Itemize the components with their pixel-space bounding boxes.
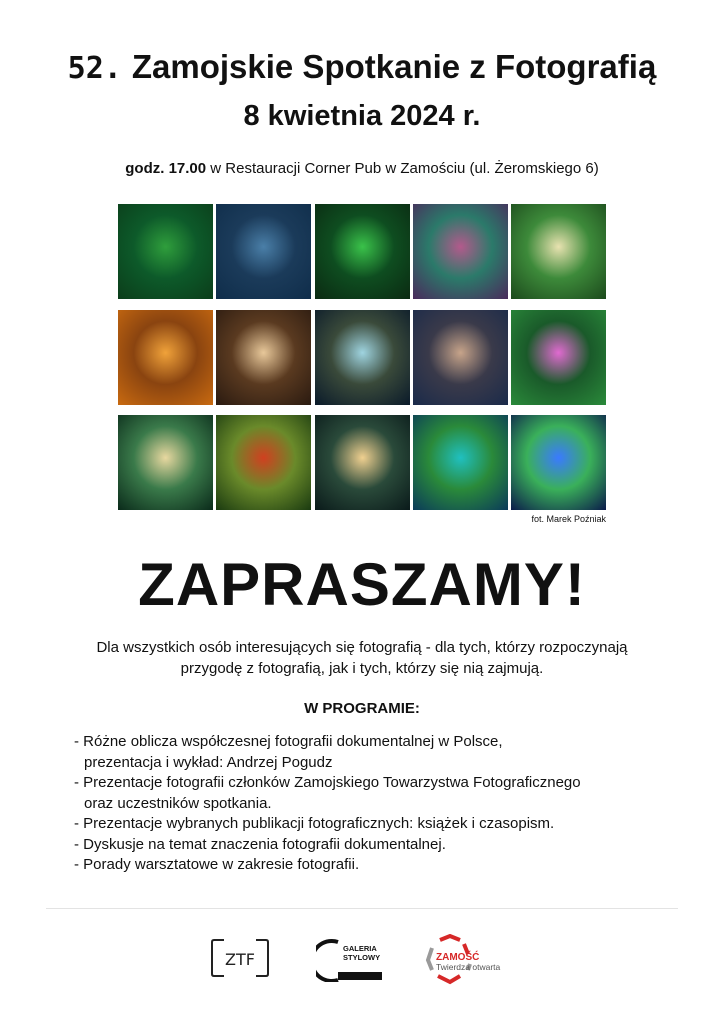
- program-item-line: - Dyskusje na temat znaczenia fotografii dokumentalnej.: [74, 835, 446, 853]
- ztf-logo: [210, 938, 270, 978]
- photo-14: [413, 415, 508, 510]
- photo-12: [216, 415, 311, 510]
- galeria-stylowy-logo: [316, 938, 386, 982]
- photo-1: [118, 204, 213, 299]
- photo-2: [216, 204, 311, 299]
- venue-line: [0, 160, 724, 177]
- program-item: [74, 732, 634, 773]
- intro-line-1: Dla wszystkich osób interesujących się fotografią - dla tych, którzy rozpoczynają: [96, 639, 628, 656]
- photo-credit: fot. Marek Poźniak: [531, 514, 606, 524]
- intro-text: [60, 637, 664, 679]
- zamosc-logo-name: ZAMOŚĆ: [436, 952, 480, 963]
- program-item-line: - Porady warsztatowe w zakresie fotografii.: [74, 856, 360, 873]
- zamosc-logo-mark-icon: [424, 934, 536, 988]
- photo-4: [413, 204, 508, 299]
- program-item: [74, 855, 634, 876]
- photo-7: [216, 310, 311, 405]
- photo-9: [413, 310, 508, 405]
- program-item-line: - Prezentacje fotografii członków Zamojskiego Towarzystwa Fotograficznego: [74, 774, 581, 791]
- program-heading: W PROGRAMIE:: [304, 700, 420, 717]
- program-item-continuation: prezentacja i wykład: Andrzej Pogudz: [84, 753, 333, 771]
- photo-grid: [118, 204, 606, 510]
- program-item-continuation: oraz uczestników spotkania.: [84, 794, 272, 812]
- edition-number: 52.: [67, 51, 122, 86]
- photo-5: [511, 204, 606, 299]
- program-item-line: - Prezentacje wybranych publikacji fotograficznych: książek i czasopism.: [74, 815, 555, 832]
- event-title: [0, 48, 724, 86]
- event-date: 8 kwietnia 2024 r.: [243, 100, 481, 132]
- photo-13: [315, 415, 410, 510]
- photo-10: [511, 310, 606, 405]
- galeria-text-line-2: STYLOWY: [343, 953, 381, 962]
- zamosc-logo-tagline: Twierdza otwarta: [436, 962, 501, 972]
- photo-3: [315, 204, 410, 299]
- event-title-text: Zamojskie Spotkanie z Fotografią: [131, 48, 657, 85]
- ztf-logo-text: ZTF: [225, 950, 255, 969]
- photo-11: [118, 415, 213, 510]
- galeria-text-line-1: GALERIA: [343, 944, 377, 953]
- zamosc-logo: [424, 934, 536, 988]
- program-list: [74, 732, 634, 876]
- venue-location: w Restauracji Corner Pub w Zamościu (ul. Żeromskiego 6): [206, 160, 599, 177]
- invite-headline: ZAPRASZAMY!: [138, 551, 586, 618]
- photo-6: [118, 310, 213, 405]
- intro-line-2: przygodę z fotografią, jak i tych, którzy się nią zajmują.: [180, 660, 544, 677]
- photo-15: [511, 415, 606, 510]
- program-item: [74, 773, 634, 814]
- program-item: [74, 835, 634, 856]
- footer-divider: [46, 908, 678, 909]
- ztf-logo-frame-icon: [210, 938, 270, 978]
- program-item-line: - Różne oblicza współczesnej fotografii dokumentalnej w Polsce,: [74, 733, 503, 750]
- program-item: [74, 814, 634, 835]
- time-label: godz. 17.00: [125, 160, 207, 177]
- galeria-logo-mark-icon: [316, 938, 386, 982]
- photo-8: [315, 310, 410, 405]
